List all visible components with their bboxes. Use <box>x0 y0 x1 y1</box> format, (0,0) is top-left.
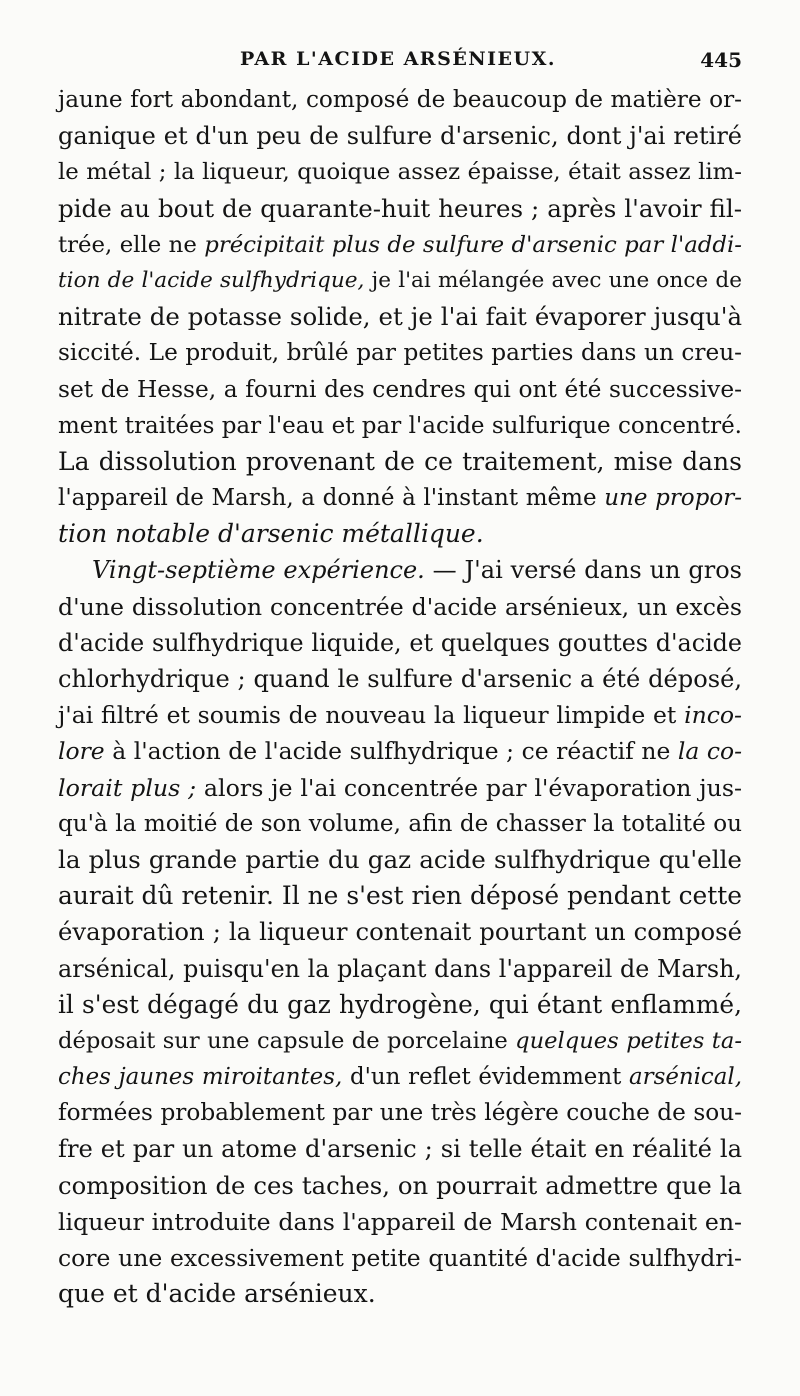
roman-text: la plus grande partie du gaz acide sulfhydrique qu'elle <box>58 844 742 874</box>
text-line <box>58 227 742 263</box>
roman-text: pide au bout de quarante-huit heures ; après l'avoir fil- <box>58 193 742 223</box>
roman-text: qu'à la moitié de son volume, afin de chasser la totalité ou <box>58 810 742 837</box>
text-line <box>58 625 742 661</box>
roman-text: siccité. Le produit, brûlé par petites parties dans un creu- <box>58 339 742 367</box>
roman-text: arsénical, puisqu'en la plaçant dans l'appareil de Marsh, <box>58 954 742 983</box>
roman-text: à l'action de l'acide sulfhydrique ; ce réactif ne <box>104 737 678 766</box>
italic-text: lore <box>58 737 105 766</box>
roman-text: l'appareil de Marsh, a donné à l'instant même <box>58 485 605 512</box>
italic-text: ches jaunes miroitantes, <box>58 1064 343 1091</box>
text-line <box>58 842 742 878</box>
roman-text: d'acide sulfhydrique liquide, et quelques gouttes d'acide <box>58 628 742 657</box>
text-line <box>58 154 742 190</box>
italic-text: une propor- <box>604 485 742 512</box>
running-title: PAR L'ACIDE ARSÉNIEUX. <box>240 48 556 70</box>
roman-text: il s'est dégagé du gaz hydrogène, qui étant enflammé, <box>58 989 742 1019</box>
italic-text: inco- <box>684 701 742 730</box>
roman-text: déposait sur une capsule de porcelaine <box>58 1027 516 1054</box>
roman-text: d'un reflet évidemment <box>342 1064 629 1091</box>
text-line <box>58 444 742 480</box>
roman-text: — J'ai versé dans un gros <box>424 556 742 585</box>
page-number: 445 <box>700 48 742 72</box>
text-line <box>58 951 742 987</box>
body-text <box>58 82 742 1312</box>
roman-text: nitrate de potasse solide, et je l'ai fait évaporer jusqu'à <box>58 302 742 332</box>
text-line <box>58 335 742 371</box>
text-line <box>58 480 742 516</box>
italic-text: Vingt-septième expérience. <box>92 556 425 585</box>
roman-text: je l'ai mélangée avec une once de <box>364 267 742 293</box>
roman-text: le métal ; la liqueur, quoique assez épaisse, était assez lim- <box>58 159 742 186</box>
text-line <box>58 191 742 227</box>
roman-text: La dissolution provenant de ce traitement, mise dans <box>58 446 742 476</box>
roman-text: fre et par un atome d'arsenic ; si telle était en réalité la <box>58 1135 742 1164</box>
text-line <box>58 118 742 154</box>
text-line <box>58 914 742 950</box>
text-line <box>58 1168 742 1204</box>
text-line <box>58 733 742 769</box>
text-line <box>58 589 742 625</box>
text-line <box>58 1276 742 1312</box>
roman-text: j'ai filtré et soumis de nouveau la liqueur limpide et <box>58 701 685 730</box>
italic-text: la co- <box>677 737 742 766</box>
text-line <box>58 299 742 335</box>
roman-text: jaune fort abondant, composé de beaucoup de matière or- <box>58 86 742 113</box>
roman-text: ment traitées par l'eau et par l'acide sulfurique concentré. <box>58 412 742 439</box>
text-line <box>58 1240 742 1276</box>
text-line <box>58 806 742 842</box>
text-line <box>58 878 742 914</box>
text-line <box>58 987 742 1023</box>
text-line <box>58 1204 742 1240</box>
roman-text: chlorhydrique ; quand le sulfure d'arsenic a été déposé, <box>58 665 742 693</box>
text-line <box>58 516 742 552</box>
text-line <box>58 697 742 733</box>
roman-text: core une excessivement petite quantité d'acide sulfhydri- <box>58 1244 742 1272</box>
italic-text: précipitait plus de sulfure d'arsenic par l'addi- <box>204 231 742 258</box>
roman-text: composition de ces taches, on pourrait admettre que la <box>58 1170 742 1200</box>
text-line <box>58 263 742 299</box>
italic-text: quelques petites ta- <box>515 1027 742 1054</box>
text-line <box>58 82 742 118</box>
roman-text: d'une dissolution concentrée d'acide arsénieux, un excès <box>58 592 742 621</box>
roman-text: alors je l'ai concentrée par l'évaporation jus- <box>196 773 742 802</box>
roman-text: set de Hesse, a fourni des cendres qui ont été successive- <box>58 375 742 403</box>
text-line <box>58 770 742 806</box>
roman-text: trée, elle ne <box>58 231 205 258</box>
italic-text: tion de l'acide sulfhydrique, <box>58 267 365 293</box>
text-line <box>58 661 742 697</box>
text-line <box>58 1131 742 1167</box>
italic-text: lorait plus ; <box>58 773 197 802</box>
roman-text: formées probablement par une très légère couche de sou- <box>58 1099 742 1127</box>
text-line <box>58 552 742 588</box>
text-line <box>58 372 742 408</box>
text-line <box>58 1023 742 1059</box>
text-line <box>58 408 742 444</box>
roman-text: aurait dû retenir. Il ne s'est rien déposé pendant cette <box>58 881 742 911</box>
italic-text: arsénical, <box>628 1064 742 1091</box>
roman-text: ganique et d'un peu de sulfure d'arsenic, dont j'ai retiré <box>58 122 742 151</box>
running-head <box>58 42 742 78</box>
text-line <box>58 1059 742 1095</box>
roman-text: liqueur introduite dans l'appareil de Marsh contenait en- <box>58 1207 742 1236</box>
roman-text: évaporation ; la liqueur contenait pourtant un composé <box>58 917 742 947</box>
roman-text: que et d'acide arsénieux. <box>58 1279 376 1309</box>
italic-text: tion notable d'arsenic métallique. <box>58 519 484 549</box>
text-line <box>58 1095 742 1131</box>
